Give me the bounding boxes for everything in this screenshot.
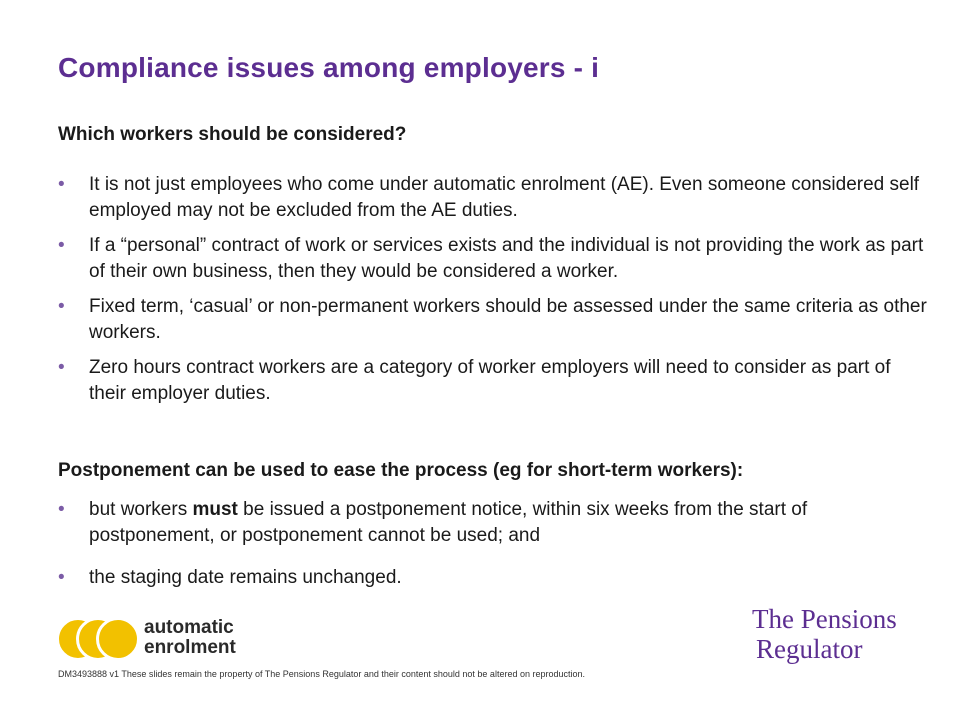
tpr-logo-line2: Regulator <box>756 634 863 664</box>
bullet-text: It is not just employees who come under automatic enrolment (AE). Even someone considered self employed may not be excluded from the AE duties. <box>89 174 920 221</box>
bullet-text: If a “personal” contract of work or services exists and the individual is not providing the work as part of their own business, then they would be considered a worker. <box>89 235 924 282</box>
bullet-text-emphasis: must <box>192 499 238 520</box>
bullet-glyph: • <box>58 174 65 195</box>
automatic-enrolment-wordmark <box>144 618 236 658</box>
list-item <box>58 497 928 549</box>
bullet-glyph: • <box>58 567 65 588</box>
workers-bullet-list <box>58 172 928 416</box>
section-heading-workers: Which workers should be considered? <box>58 124 407 145</box>
footer-disclaimer: DM3493888 v1 These slides remain the property of The Pensions Regulator and their content should not be altered on reproduction. <box>58 669 585 679</box>
list-item <box>58 565 928 591</box>
bullet-text-end: be issued a postponement notice, within six weeks from the start of postponement, or postponement cannot be used; and <box>89 499 808 546</box>
bullet-glyph: • <box>58 357 65 378</box>
wordmark-line1: automatic <box>144 617 234 638</box>
list-item <box>58 172 928 224</box>
postponement-bullet-list <box>58 497 928 600</box>
wordmark-line2: enrolment <box>144 637 236 658</box>
section-heading-postponement: Postponement can be used to ease the process (eg for short-term workers): <box>58 460 744 481</box>
logo-circle-icon <box>96 617 140 661</box>
bullet-glyph: • <box>58 499 65 520</box>
slide-title: Compliance issues among employers - i <box>58 52 600 83</box>
bullet-text: Fixed term, ‘casual’ or non-permanent workers should be assessed under the same criteria as other workers. <box>89 296 927 343</box>
list-item <box>58 233 928 285</box>
bullet-text: Zero hours contract workers are a category of worker employers will need to consider as part of their employer duties. <box>89 357 891 404</box>
bullet-text: the staging date remains unchanged. <box>89 567 402 588</box>
pensions-regulator-logo <box>752 604 897 664</box>
bullet-glyph: • <box>58 296 65 317</box>
tpr-logo-line1: The Pensions <box>752 604 897 634</box>
bullet-glyph: • <box>58 235 65 256</box>
bullet-text-start: but workers <box>89 499 193 520</box>
automatic-enrolment-logo <box>56 614 256 664</box>
list-item <box>58 355 928 407</box>
list-item <box>58 294 928 346</box>
